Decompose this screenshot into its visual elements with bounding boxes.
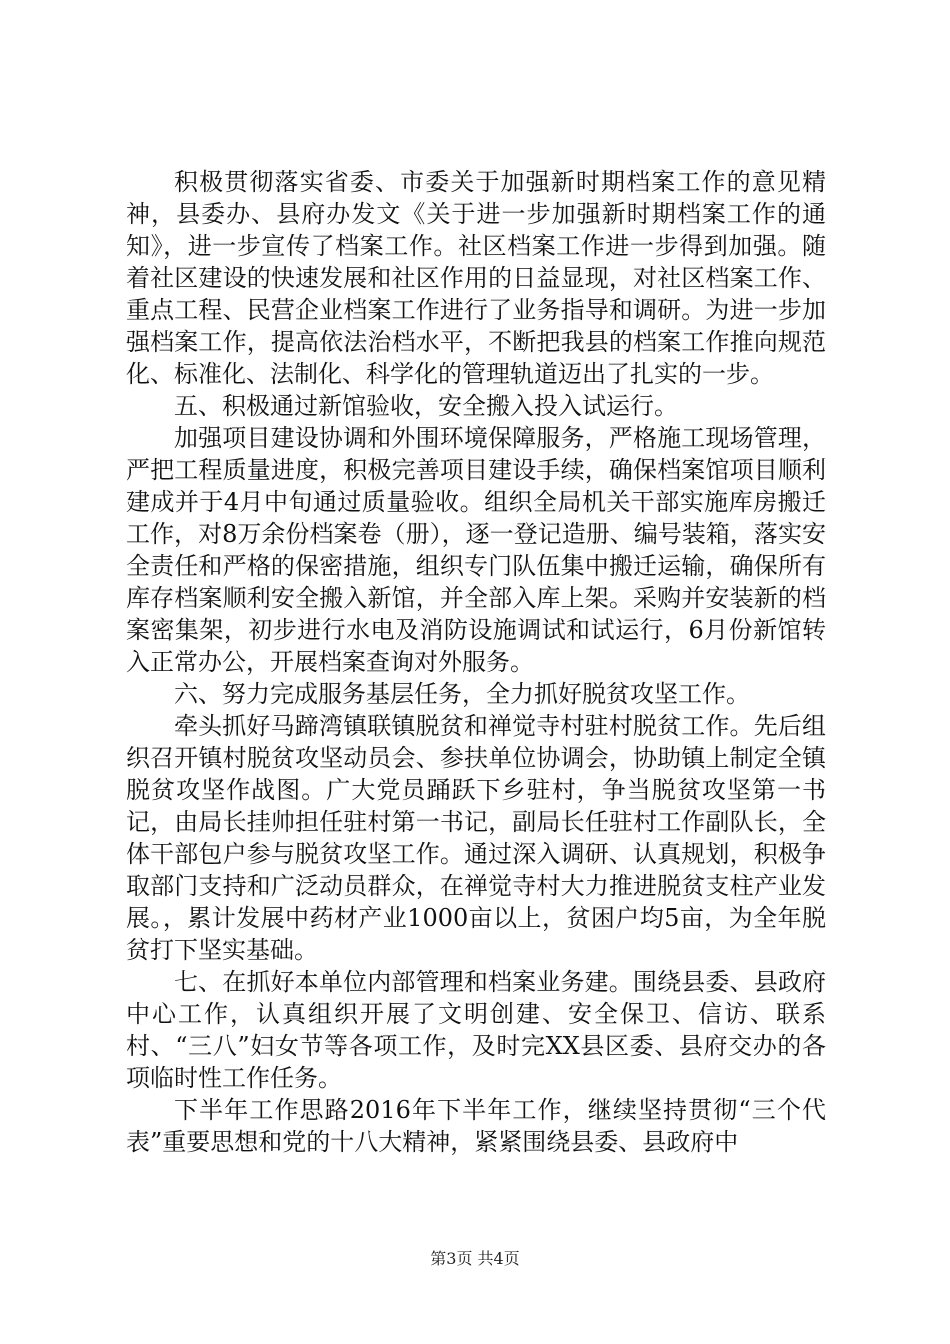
paragraph-new-archive-hall: 加强项目建设协调和外围环境保障服务，严格施工现场管理，严把工程质量进度，积极完善项目建设手续，确保档案馆项目顺利建成并于4月中旬通过质量验收。组织全局机关干部实施库房搬迁工作，对8万余份档案卷（册），逐一登记造册、编号装箱，落实安全责任和严格的保密措施，组织专门队伍集中搬迁运输，确保所有库存档案顺利安全搬入新馆，并全部入库上架。采购并安装新的档案密集架，初步进行水电及消防设施调试和试运行，6月份新馆转入正常办公，开展档案查询对外服务。 (126, 424, 826, 676)
paragraph-section-seven: 七、在抓好本单位内部管理和档案业务建。围绕县委、县政府中心工作，认真组织开展了文明创建、安全保卫、信访、联系村、“三八”妇女节等各项工作，及时完XX县区委、县府交办的各项临时性工作任务。 (126, 968, 826, 1092)
page-footer: 第3页 共4页 (430, 1249, 520, 1268)
heading-section-six: 六、努力完成服务基层任务，全力抓好脱贫攻坚工作。 (174, 680, 750, 708)
paragraph-archive-work: 积极贯彻落实省委、市委关于加强新时期档案工作的意见精神，县委办、县府办发文《关于进一步加强新时期档案工作的通知》，进一步宣传了档案工作。社区档案工作进一步得到加强。随着社区建设的快速发展和社区作用的日益显现，对社区档案工作、重点工程、民营企业档案工作进行了业务指导和调研。为进一步加强档案工作，提高依法治档水平，不断把我县的档案工作推向规范化、标准化、法制化、科学化的管理轨道迈出了扎实的一步。 (126, 168, 826, 388)
paragraph-poverty-alleviation: 牵头抓好马蹄湾镇联镇脱贫和禅觉寺村驻村脱贫工作。先后组织召开镇村脱贫攻坚动员会、参扶单位协调会，协助镇上制定全镇脱贫攻坚作战图。广大党员踊跃下乡驻村，争当脱贫攻坚第一书记，由局长挂帅担任驻村第一书记，副局长任驻村工作副队长，全体干部包户参与脱贫攻坚工作。通过深入调研、认真规划，积极争取部门支持和广泛动员群众，在禅觉寺村大力推进脱贫支柱产业发展。，累计发展中药材产业1000亩以上，贫困户均5亩，为全年脱贫打下坚实基础。 (126, 712, 826, 964)
heading-section-five: 五、积极通过新馆验收，安全搬入投入试运行。 (174, 392, 678, 420)
paragraph-second-half-plan: 下半年工作思路2016年下半年工作，继续坚持贯彻“三个代表”重要思想和党的十八大精神，紧紧围绕县委、县政府中 (126, 1096, 826, 1156)
document-body (126, 166, 826, 1158)
